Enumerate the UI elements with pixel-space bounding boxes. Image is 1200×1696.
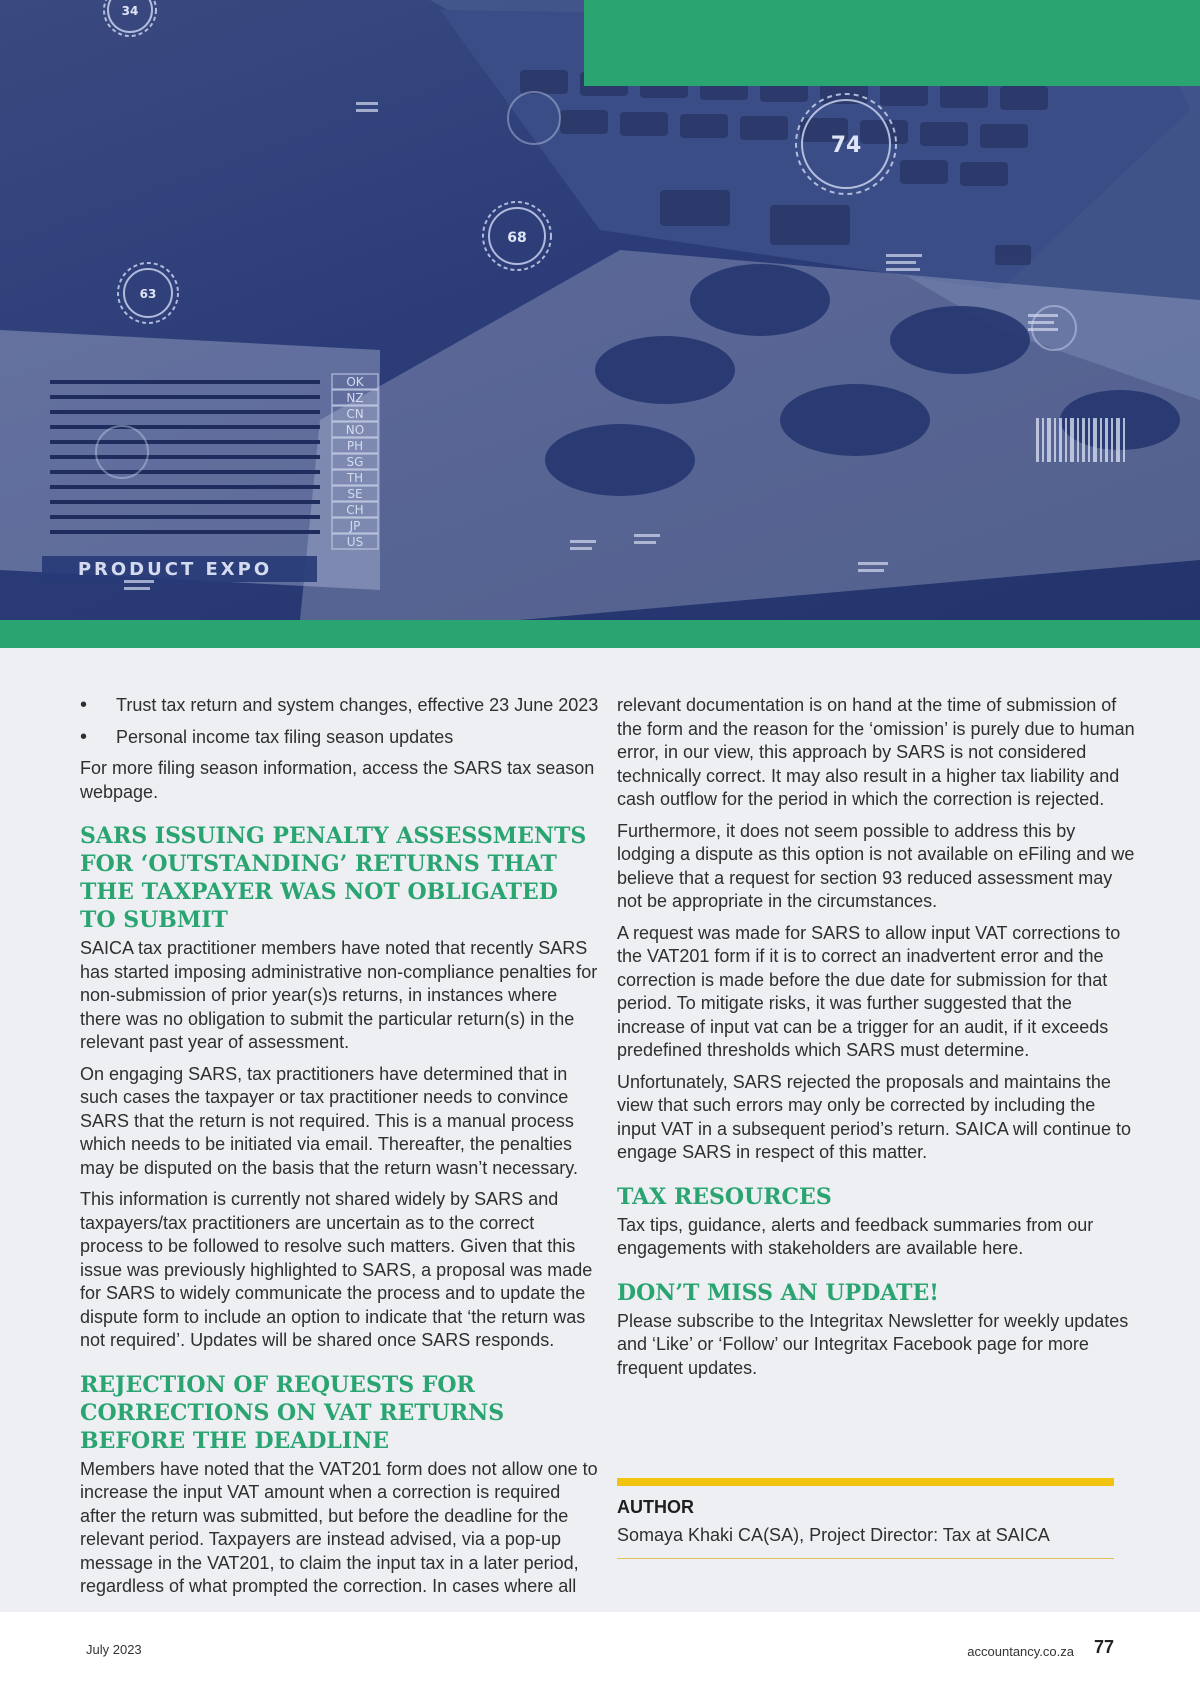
footer-date: July 2023 <box>86 1642 142 1657</box>
page-number: 77 <box>1093 1637 1114 1657</box>
body-paragraph: Unfortunately, SARS rejected the proposals and maintains the view that such errors may only be corrected by including the input VAT in a subsequent period’s return. SAICA will continue to engage SARS in respect of this matter. <box>617 1071 1131 1162</box>
green-accent-tab <box>584 0 1200 86</box>
bullet-item: • Personal income tax filing season updates <box>80 726 600 750</box>
page-footer <box>0 1612 1200 1696</box>
author-name: Somaya Khaki CA(SA), Project Director: Tax at SAICA <box>617 1525 1050 1545</box>
update-text: Please subscribe to the Integritax Newsletter for weekly updates and ‘Like’ or ‘Follow’ our Integritax Facebook page for more frequent updates. <box>617 1310 1129 1378</box>
gauge-label: 34 <box>121 4 139 18</box>
body-paragraph: SAICA tax practitioner members have noted that recently SARS has started imposing administrative non-compliance penalties for non-submission of prior year(s)s returns, in instances where there was no obligation to submit the particular return(s) in the relevant past year of assessment. <box>80 938 598 1052</box>
key-label: SE <box>347 487 363 501</box>
bullet-list <box>80 694 600 749</box>
author-label: AUTHOR <box>617 1497 694 1517</box>
key-label: JP <box>349 519 361 533</box>
section-heading-vat: REJECTION OF REQUESTS FOR CORRECTIONS ON VAT RETURNS BEFORE THE DEADLINE <box>80 1371 505 1454</box>
right-column <box>617 694 1137 1388</box>
intro-paragraph: For more filing season information, access the SARS tax season webpage. <box>80 758 595 802</box>
key-label: NZ <box>346 391 364 405</box>
body-paragraph: This information is currently not shared widely by SARS and taxpayers/tax practitioners are uncertain as to the correct process to be followed to resolve such matters. Given that this issue was previously highlighted to SARS, a proposal was made for SARS to widely communicate the process and to update the dispute form to include an option to indicate that ‘the return was not required’. Updates will be shared once SARS responds. <box>80 1189 593 1350</box>
section-heading-update: DON’T MISS AN UPDATE! <box>617 1279 939 1306</box>
gauge-label: 68 <box>507 230 527 246</box>
key-label: PH <box>346 439 364 453</box>
body-paragraph: On engaging SARS, tax practitioners have determined that in such cases the taxpayer or tax practitioner needs to convince SARS that the return is not required. This is a manual process which needs to be initiated via email. Thereafter, the penalties may be disputed on the basis that the return wasn’t necessary. <box>80 1063 578 1178</box>
body-paragraph: Members have noted that the VAT201 form does not allow one to increase the input VAT amount when a correction is required after the return was submitted, but before the deadline for the relevant period. Taxpayers are instead advised, via a pop-up message in the VAT201, to claim the input tax in a later period, regardless of what prompted the correction. In cases where all <box>80 1458 598 1596</box>
green-accent-band <box>0 620 1200 648</box>
left-column <box>80 694 600 1607</box>
key-label: CN <box>346 407 364 421</box>
author-accent-bar <box>617 1478 1114 1486</box>
body-paragraph: Furthermore, it does not seem possible to address this by lodging a dispute as this option is not available on eFiling and we believe that a request for section 93 reduced assessment may not be appropriate in the circumstances. <box>617 820 1135 911</box>
key-label: US <box>346 535 364 549</box>
key-label: NO <box>345 423 365 437</box>
laptop-and-charts-illustration <box>0 0 1200 620</box>
author-divider <box>617 1558 1114 1559</box>
body-paragraph: relevant documentation is on hand at the time of submission of the form and the reason for the ‘omission’ is purely due to human error, in our view, this approach by SARS is not considered technically correct. It may also result in a higher tax liability and cash outflow for the period in which the correction is rejected. <box>617 695 1135 809</box>
bullet-item: • Trust tax return and system changes, effective 23 June 2023 <box>80 694 600 718</box>
gauge-label: 74 <box>830 133 862 158</box>
key-label: CH <box>346 503 364 517</box>
key-label: OK <box>346 375 364 389</box>
hero-image <box>0 0 1200 620</box>
section-heading-penalty: SARS ISSUING PENALTY ASSESSMENTS FOR ‘OUTSTANDING’ RETURNS THAT THE TAXPAYER WAS NOT OBLIGATED TO SUBMIT <box>80 823 587 933</box>
key-label: SG <box>346 455 364 469</box>
body-paragraph: A request was made for SARS to allow input VAT corrections to the VAT201 form if it is to correct an inadvertent error and the correction is made before the due date for submission for that period. To mitigate risks, it was further suggested that the increase of input vat can be a trigger for an audit, if it exceeds predefined thresholds which SARS must determine. <box>617 922 1121 1060</box>
sheet-caption: PRODUCT EXPO <box>77 559 273 580</box>
section-heading-tax-resources: TAX RESOURCES <box>617 1183 832 1210</box>
tax-resources-text: Tax tips, guidance, alerts and feedback summaries from our engagements with stakeholders are available here. <box>617 1214 1094 1258</box>
key-label: TH <box>346 471 364 485</box>
gauge-label: 63 <box>139 287 157 301</box>
footer-site-link[interactable]: accountancy.co.za <box>967 1644 1074 1659</box>
